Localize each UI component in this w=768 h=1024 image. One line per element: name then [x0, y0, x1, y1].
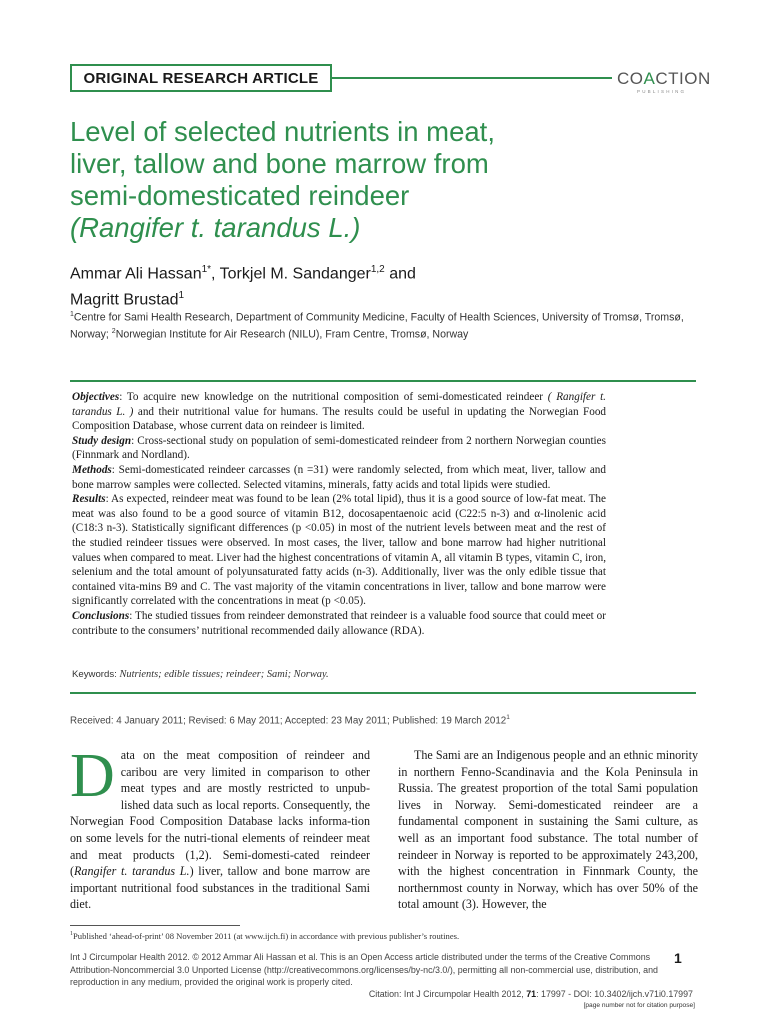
footnote-rule — [70, 925, 240, 926]
received-sup: 1 — [506, 714, 510, 721]
logo-subtitle: PUBLISHING — [637, 89, 687, 94]
citation-volume: 71 — [526, 989, 537, 999]
abstract — [72, 390, 606, 638]
body-column-right — [398, 747, 698, 913]
design-label: Study design — [72, 434, 132, 447]
page-number: 1 — [674, 950, 682, 966]
license-text: Int J Circumpolar Health 2012. © 2012 Ammar Ali Hassan et al. This is an Open Access article distributed under the terms of the Creative Commons Attribution-Noncommercial 3.0 Unported License (http://creativecommons.org/licenses/by-nc/3.0/), permitting all non-commercial use, distribution, and reproduction in any medium, provided the original work is properly cited. — [70, 952, 658, 988]
results-text: : As expected, reindeer meat was found to be lean (2% total lipid), thus it is a good source of low-fat meat. The meat was also found to be a good source of vitamin B12, docosapentaenoic acid (C22:5 n-3) and α-linolenic acid (C18:3 n-3). Statistically significant differences (p <0.05) in most of the nutrient levels between meat and the rest of the studied reindeer tissues were observed. In most cases, the liver, tallow and bone marrow had higher nutritional values when compared to meat. Liver had the highest concentrations of vitamin A, all vitamin B types, vitamin C, iron, selenium and the total amount of polyunsaturated fatty acids (n-3). Additionally, liver was the only edible tissue that contained vita-mins B9 and C. The vast majority of the vitamin concentrations in liver, tallow and bone marrow were significantly correlated with the concentrations in meat (p <0.05). — [72, 493, 606, 608]
left-species: Rangifer t. tarandus L. — [74, 864, 190, 879]
footnote-sup: 1 — [70, 931, 73, 938]
page-note: [page number not for citation purpose] — [583, 1002, 695, 1009]
title-line-4: (Rangifer t. tarandus L.) — [70, 212, 361, 243]
keywords-items: Nutrients; edible tissues; reindeer; Sami; Norway. — [119, 669, 329, 680]
author-list — [70, 259, 690, 312]
abstract-study-design — [72, 434, 606, 463]
conclusions-text: : The studied tissues from reindeer demonstrated that reindeer is a valuable food source that could meet or contribute to the consumers’ nutritional recommended daily allowance (RDA). — [72, 609, 606, 637]
left-text-b: ) liver, tallow and bone marrow are important nutritional food substances in the traditional Sami diet. — [70, 864, 370, 912]
author-1-sup: 1* — [201, 264, 212, 275]
abstract-methods — [72, 463, 606, 492]
left-text-a: ata on the meat composition of reindeer and caribou are very limited in comparison to other meat types and are mostly restricted to unpub-lished data such as local reports. Consequently, the Norwegian Food Composition Database lacks informa-tion on some levels for the nutri-tional elements of reindeer meat and meat products (1,2). Semi-domesti-cated reindeer ( — [70, 748, 370, 879]
article-type-text: ORIGINAL RESEARCH ARTICLE — [83, 69, 319, 87]
author-and: and — [384, 265, 416, 283]
citation-prefix: Citation: Int J Circumpolar Health 2012, — [368, 989, 527, 999]
affil-sup-1: 1 — [70, 311, 74, 318]
author-sep: , — [211, 265, 220, 283]
citation — [300, 989, 693, 999]
author-2: Torkjel M. Sandanger — [219, 265, 371, 283]
article-type-label — [70, 64, 332, 92]
author-3-sup: 1 — [178, 290, 185, 302]
author-2-sup: 1,2 — [370, 264, 385, 275]
abstract-objectives — [72, 390, 606, 434]
header-rule — [332, 77, 612, 79]
logo-part-1: CO — [617, 69, 644, 88]
objectives-text-a: : To acquire new knowledge on the nutritional composition of semi-domesticated reindeer — [119, 391, 548, 403]
abstract-top-rule — [70, 380, 696, 382]
article-title — [70, 116, 690, 244]
logo-part-2: A — [643, 69, 656, 88]
objectives-text-b: and their nutritional value for humans. The results could be useful in updating the Norwegian Food Composition Database, whose current data on reindeer is limited. — [72, 405, 607, 433]
title-line-3: semi-domesticated reindeer — [70, 180, 410, 211]
footnote — [70, 931, 700, 941]
left-paragraph — [70, 742, 370, 913]
methods-label: Methods — [72, 463, 112, 476]
citation-suffix: : 17997 - DOI: 10.3402/ijch.v71i0.17997 — [536, 989, 693, 999]
design-text: : Cross-sectional study on population of semi-domesticated reindeer from 2 northern Norwegian counties (Finnmark and Nordland). — [72, 434, 606, 462]
abstract-results — [72, 492, 606, 609]
affil-text-1: Centre for Sami Health Research, Department of Community Medicine, Faculty of Health Sciences, University of Tromsø, Tromsø, Norway; — [70, 311, 684, 341]
logo-part-3: CTION — [655, 69, 711, 88]
received-text: Received: 4 January 2011; Revised: 6 May 2011; Accepted: 23 May 2011; Published: 19 March 2012 — [70, 715, 507, 727]
methods-text: : Semi-domesticated reindeer carcasses (n =31) were randomly selected, from which meat, liver, tallow and bone marrow samples were collected. Selected vitamins, minerals, fatty acids and total lipids were studied. — [72, 463, 606, 491]
affiliations — [70, 308, 700, 342]
abstract-bottom-rule — [70, 692, 696, 694]
keywords — [72, 669, 672, 680]
right-paragraph: The Sami are an Indigenous people and an ethnic minority in northern Fenno-Scandinavia and the Kola Peninsula in Russia. The greatest proportion of the total Sami population lives in Norway. Semi-domesticated reindeer are a fundamental component in sustaining the Sami culture, as well as an important food substance. The total number of reindeer in Norway is reported to be approximately 243,200, with the highest concentration in Finnmark County, the northernmost county in Norway, which has over 50% of the total amount (3). However, the — [398, 748, 698, 912]
title-line-1: Level of selected nutrients in meat, — [70, 116, 495, 147]
coaction-logo — [617, 69, 711, 95]
objectives-species: ( Rangifer t. tarandus L. ) — [72, 391, 606, 418]
results-label: Results — [72, 493, 106, 506]
drop-cap: D — [70, 742, 115, 810]
affil-sup-2: 2 — [111, 328, 116, 336]
conclusions-label: Conclusions — [72, 609, 130, 622]
keywords-label: Keywords: — [72, 669, 120, 680]
body-column-left — [70, 742, 370, 913]
author-3: Magritt Brustad — [70, 291, 179, 309]
abstract-conclusions — [72, 609, 606, 638]
author-1: Ammar Ali Hassan — [70, 265, 202, 283]
footnote-text: Published ‘ahead-of-print’ 08 November 2011 (at www.ijch.fi) in accordance with previous publisher’s routines. — [73, 931, 460, 941]
publication-dates — [70, 714, 700, 726]
affil-text-2: Norwegian Institute for Air Research (NILU), Fram Centre, Tromsø, Norway — [115, 328, 469, 341]
objectives-label: Objectives — [72, 391, 120, 403]
title-line-2: liver, tallow and bone marrow from — [70, 148, 489, 179]
